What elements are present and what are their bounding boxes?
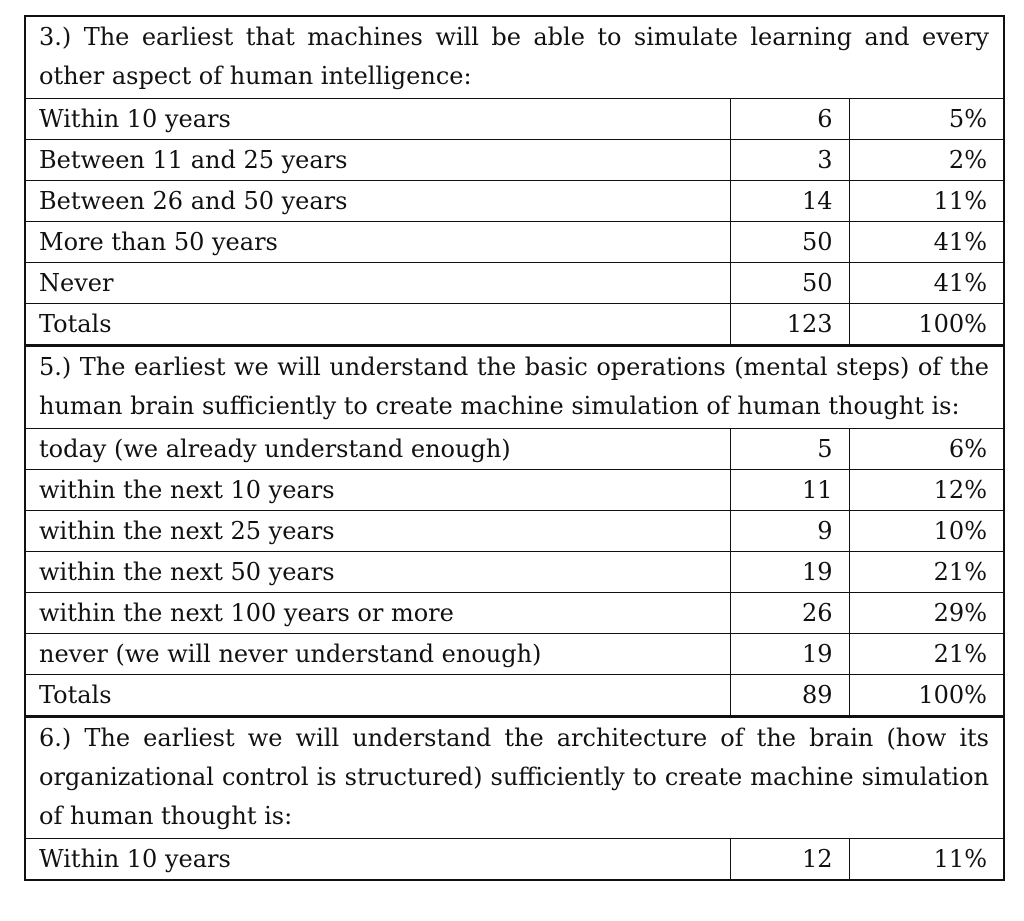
answer-label: within the next 50 years	[25, 552, 730, 593]
question-row	[25, 346, 1004, 429]
answer-count: 12	[730, 839, 849, 881]
totals-label: Totals	[25, 675, 730, 717]
question-row	[25, 16, 1004, 99]
table-row	[25, 470, 1004, 511]
answer-count: 3	[730, 140, 849, 181]
answer-count: 26	[730, 593, 849, 634]
answer-percent: 21%	[849, 634, 1004, 675]
answer-label: today (we already understand enough)	[25, 429, 730, 470]
answer-count: 50	[730, 263, 849, 304]
totals-row	[25, 304, 1004, 346]
answer-label: Between 26 and 50 years	[25, 181, 730, 222]
table-row	[25, 263, 1004, 304]
answer-percent: 10%	[849, 511, 1004, 552]
survey-results-table	[24, 15, 1005, 881]
answer-percent: 11%	[849, 839, 1004, 881]
answer-label: within the next 25 years	[25, 511, 730, 552]
answer-count: 19	[730, 552, 849, 593]
question-3-text: 3.) The earliest that machines will be able to simulate learning and every other aspect of human intelligence:	[25, 16, 1004, 99]
answer-label: Within 10 years	[25, 99, 730, 140]
answer-label: Never	[25, 263, 730, 304]
answer-percent: 41%	[849, 263, 1004, 304]
answer-percent: 2%	[849, 140, 1004, 181]
table-row	[25, 634, 1004, 675]
totals-count: 123	[730, 304, 849, 346]
table-row	[25, 552, 1004, 593]
totals-percent: 100%	[849, 304, 1004, 346]
answer-count: 14	[730, 181, 849, 222]
answer-label: within the next 100 years or more	[25, 593, 730, 634]
answer-label: Within 10 years	[25, 839, 730, 881]
answer-count: 9	[730, 511, 849, 552]
answer-percent: 12%	[849, 470, 1004, 511]
answer-count: 6	[730, 99, 849, 140]
question-row	[25, 717, 1004, 839]
table-row	[25, 181, 1004, 222]
answer-label: More than 50 years	[25, 222, 730, 263]
table-row	[25, 839, 1004, 881]
question-5-text: 5.) The earliest we will understand the basic operations (mental steps) of the human brain sufficiently to create machine simulation of human thought is:	[25, 346, 1004, 429]
totals-count: 89	[730, 675, 849, 717]
answer-percent: 29%	[849, 593, 1004, 634]
answer-percent: 5%	[849, 99, 1004, 140]
answer-count: 11	[730, 470, 849, 511]
table-row	[25, 222, 1004, 263]
answer-percent: 6%	[849, 429, 1004, 470]
table-row	[25, 99, 1004, 140]
question-6-text: 6.) The earliest we will understand the architecture of the brain (how its organizational control is structured) sufficiently to create machine simulation of human thought is:	[25, 717, 1004, 839]
answer-percent: 11%	[849, 181, 1004, 222]
answer-percent: 21%	[849, 552, 1004, 593]
answer-percent: 41%	[849, 222, 1004, 263]
answer-label: never (we will never understand enough)	[25, 634, 730, 675]
answer-count: 50	[730, 222, 849, 263]
totals-row	[25, 675, 1004, 717]
answer-label: Between 11 and 25 years	[25, 140, 730, 181]
answer-label: within the next 10 years	[25, 470, 730, 511]
answer-count: 5	[730, 429, 849, 470]
table-row	[25, 429, 1004, 470]
table-row	[25, 140, 1004, 181]
answer-count: 19	[730, 634, 849, 675]
table-row	[25, 511, 1004, 552]
totals-label: Totals	[25, 304, 730, 346]
totals-percent: 100%	[849, 675, 1004, 717]
table-row	[25, 593, 1004, 634]
